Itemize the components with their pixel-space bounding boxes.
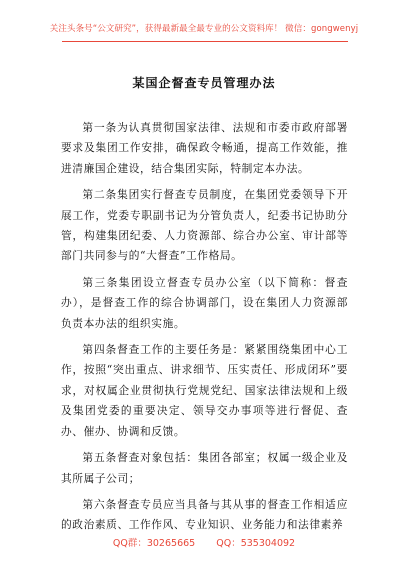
footer-qq-number: QQ：535304092 [216, 538, 296, 549]
footer-qq-group: QQ群：30265665 [112, 538, 196, 549]
footer-contact [0, 535, 408, 549]
document-body [61, 118, 348, 542]
paragraph-article-5: 第五条督查对象包括：集团各部室；权属一级企业及其所属子公司； [61, 451, 348, 485]
paragraph-article-4: 第四条督查工作的主要任务是：紧紧围绕集团中心工作，按照“突出重点、讲求细节、压实责任、形成闭环”要求，对权属企业贯彻执行党规党纪、国家法律法规和上级及集团党委的重要决定、领导交办事项等进行督促、查办、催办、协调和反馈。 [61, 343, 348, 438]
header-banner: 关注头条号“公文研究”，获得最新最全最专业的公文资料库！ 微信：gongwenyj [49, 24, 359, 34]
paragraph-article-1: 第一条为认真贯彻国家法律、法规和市委市政府部署要求及集团工作安排，确保政令畅通，提高工作效能，推进清廉国企建设，结合集团实际，特制定本办法。 [61, 121, 348, 175]
paragraph-article-2: 第二条集团实行督查专员制度，在集团党委领导下开展工作，党委专职副书记为分管负责人，纪委书记协助分管，构建集团纪委、人力资源部、综合办公室、审计部等部门共同参与的“大督查”工作格局。 [61, 188, 348, 263]
paragraph-article-6: 第六条督查专员应当具备与其从事的督查工作相适应的政治素质、工作作风、专业知识、业务能力和法律素养 [61, 497, 348, 532]
header-divider [62, 41, 348, 42]
document-title: 某国企督查专员管理办法 [132, 76, 276, 90]
paragraph-article-3: 第三条集团设立督查专员办公室（以下简称：督查办），是督查工作的综合协调部门，设在集团人力资源部负责本办法的组织实施。 [61, 275, 348, 330]
